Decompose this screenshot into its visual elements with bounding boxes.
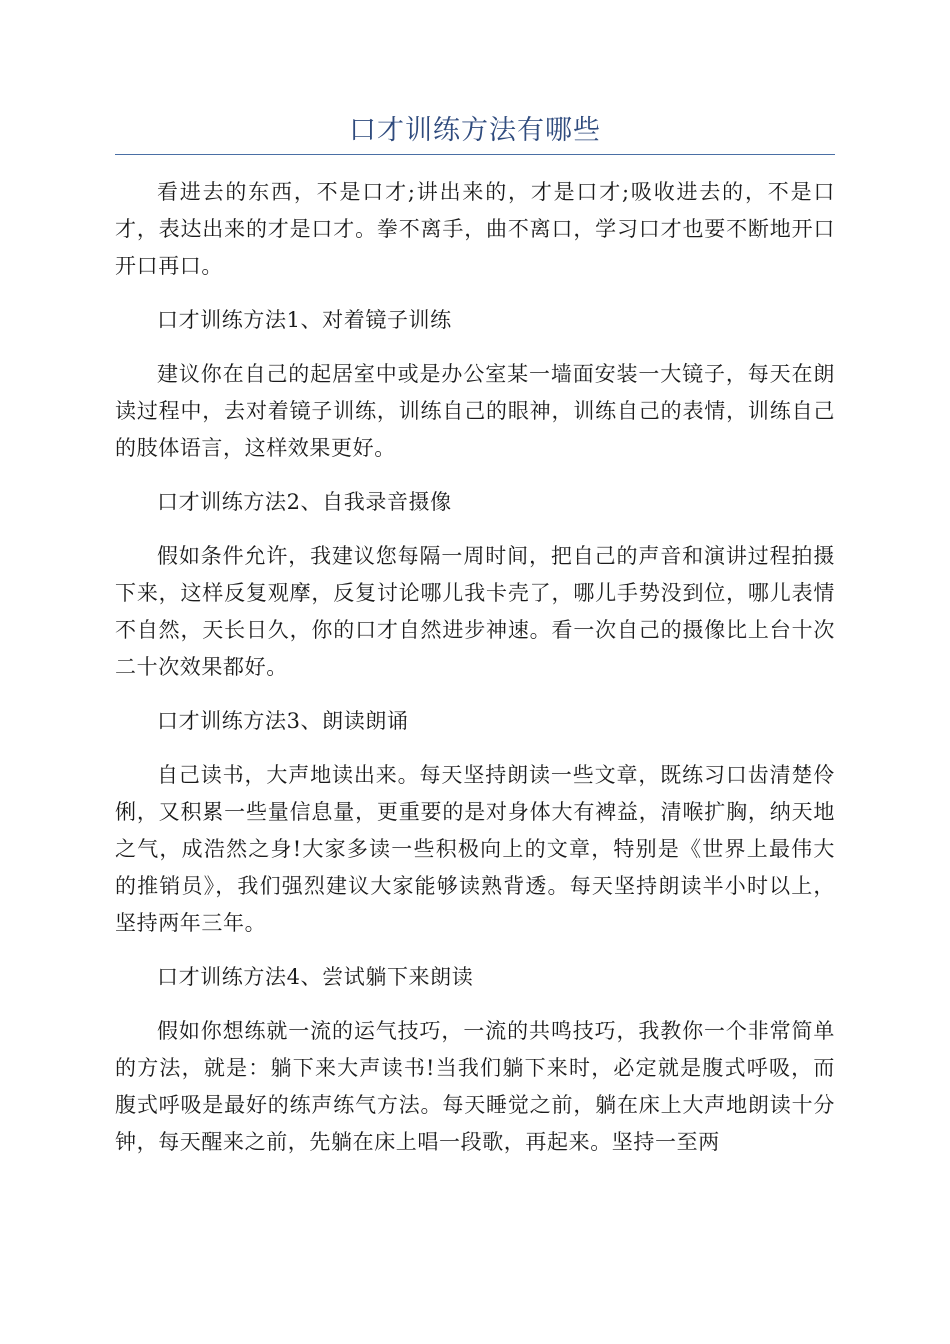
document-body [115, 174, 835, 1178]
section-heading-3: 口才训练方法3、朗读朗诵 [157, 709, 409, 733]
section-paragraph-1: 建议你在自己的起居室中或是办公室某一墙面安装一大镜子，每天在朗读过程中，去对着镜子训练，训练自己的眼神，训练自己的表情，训练自己的肢体语言，这样效果更好。 [115, 362, 835, 460]
section-paragraph-2: 假如条件允许，我建议您每隔一周时间，把自己的声音和演讲过程拍摄下来，这样反复观摩，反复讨论哪儿我卡壳了，哪儿手势没到位，哪儿表情不自然，天长日久，你的口才自然进步神速。看一次自己的摄像比上台十次二十次效果都好。 [115, 544, 835, 679]
section-paragraph-3: 自己读书，大声地读出来。每天坚持朗读一些文章，既练习口齿清楚伶俐，又积累一些量信息量，更重要的是对身体大有裨益，清喉扩胸，纳天地之气，成浩然之身!大家多读一些积极向上的文章，特别是《世界上最伟大的推销员》，我们强烈建议大家能够读熟背透。每天坚持朗读半小时以上，坚持两年三年。 [115, 763, 835, 935]
intro-paragraph: 看进去的东西，不是口才;讲出来的，才是口才;吸收进去的，不是口才，表达出来的才是口才。拳不离手，曲不离口，学习口才也要不断地开口开口再口。 [115, 180, 835, 278]
section-heading-1: 口才训练方法1、对着镜子训练 [157, 308, 452, 332]
document-title: 口才训练方法有哪些 [349, 115, 601, 146]
section-heading-4: 口才训练方法4、尝试躺下来朗读 [157, 965, 474, 989]
section-paragraph-4: 假如你想练就一流的运气技巧，一流的共鸣技巧，我教你一个非常简单的方法，就是：躺下来大声读书!当我们躺下来时，必定就是腹式呼吸，而腹式呼吸是最好的练声练气方法。每天睡觉之前，躺在床上大声地朗读十分钟，每天醒来之前，先躺在床上唱一段歌，再起来。坚持一至两 [115, 1019, 835, 1154]
title-underline [115, 154, 835, 155]
section-heading-2: 口才训练方法2、自我录音摄像 [157, 490, 452, 514]
